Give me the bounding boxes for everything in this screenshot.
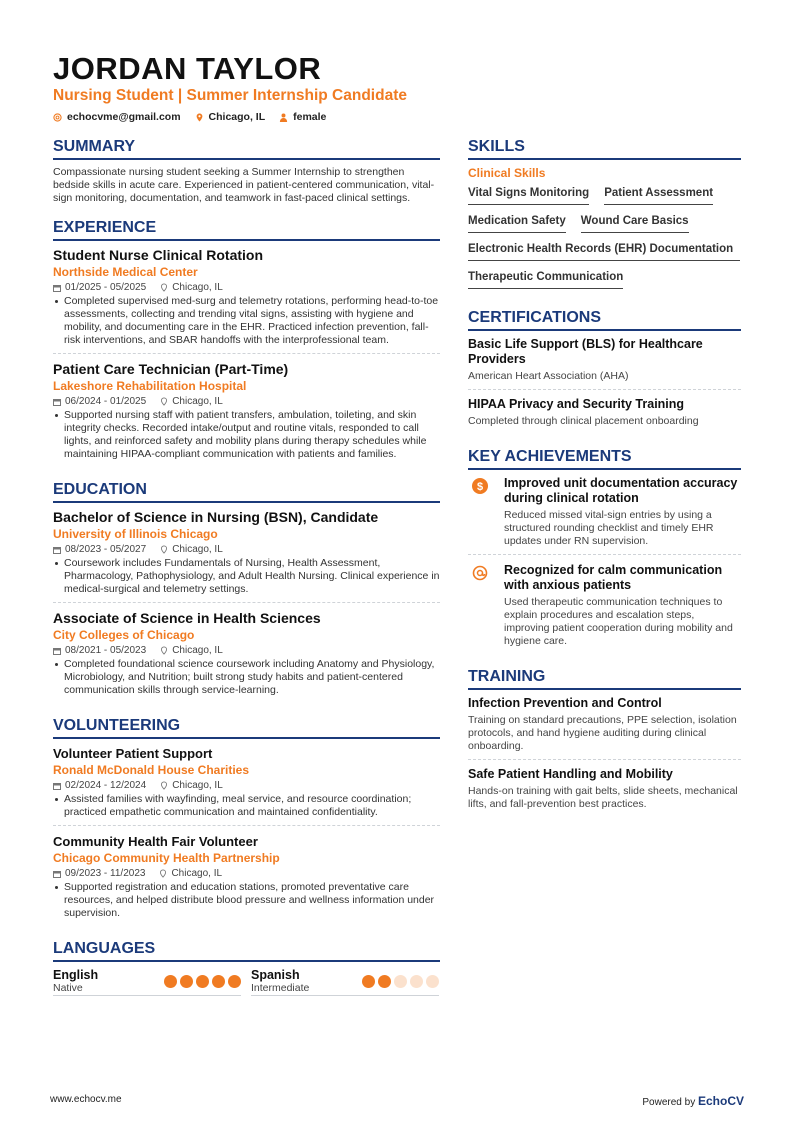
contact-row bbox=[53, 111, 753, 123]
experience-entry bbox=[53, 361, 440, 467]
section-title-achievements: KEY ACHIEVEMENTS bbox=[468, 448, 741, 470]
contact-email-text: echocvme@gmail.com bbox=[67, 111, 181, 123]
languages-section bbox=[53, 940, 440, 996]
entry-location: Chicago, IL bbox=[172, 780, 223, 791]
skill-item: Vital Signs Monitoring bbox=[468, 183, 589, 205]
certification-title: HIPAA Privacy and Security Training bbox=[468, 397, 685, 411]
certification-entry bbox=[468, 397, 741, 434]
entry-location: Chicago, IL bbox=[172, 282, 223, 293]
entry-organization: City Colleges of Chicago bbox=[53, 628, 195, 642]
contact-gender bbox=[279, 111, 326, 123]
volunteering-section bbox=[53, 717, 440, 926]
location-pin-icon bbox=[160, 545, 168, 554]
entry-dates: 08/2021 - 05/2023 bbox=[65, 645, 147, 656]
candidate-headline: Nursing Student | Summer Internship Candidate bbox=[53, 87, 407, 104]
entry-location: Chicago, IL bbox=[172, 544, 223, 555]
entry-title: Associate of Science in Health Sciences bbox=[53, 610, 321, 626]
certification-title: Basic Life Support (BLS) for Healthcare Providers bbox=[468, 337, 703, 366]
footer-brand[interactable]: EchoCV bbox=[697, 1094, 744, 1108]
section-title-certifications: CERTIFICATIONS bbox=[468, 309, 741, 331]
calendar-icon bbox=[53, 782, 61, 790]
entry-meta bbox=[53, 544, 440, 555]
calendar-icon bbox=[53, 284, 61, 292]
calendar-icon bbox=[53, 647, 61, 655]
location-pin-icon bbox=[160, 646, 168, 655]
language-name: English bbox=[53, 968, 99, 982]
rating-dot bbox=[164, 975, 177, 988]
skill-item: Medication Safety bbox=[468, 211, 566, 233]
right-column bbox=[468, 138, 741, 831]
entry-organization: Ronald McDonald House Charities bbox=[53, 763, 250, 777]
skill-item: Wound Care Basics bbox=[581, 211, 689, 233]
bullet-item: Assisted families with wayfinding, meal service, and resource coordination; practiced empathetic communication and maintained confidentiality. bbox=[64, 793, 440, 819]
location-pin-icon bbox=[160, 781, 168, 790]
skill-item: Patient Assessment bbox=[604, 183, 713, 205]
bullet-item: Coursework includes Fundamentals of Nursing, Health Assessment, Pharmacology, Pathophysiology, and Adult Health Nursing. Clinical experience in medical-surgical and telemetry settings. bbox=[64, 557, 440, 595]
rating-dot bbox=[228, 975, 241, 988]
bullet-item: Supported nursing staff with patient transfers, ambulation, toileting, and skin integrity checks. Recorded intake/output and routine vitals, responded to call lights, and reinforced safety and mobility plans during therapy schedules while maintaining HIPAA-compliant communication with patients and families. bbox=[64, 409, 440, 461]
entry-bullets bbox=[53, 793, 440, 819]
section-title-experience: EXPERIENCE bbox=[53, 219, 440, 241]
rating-dot bbox=[394, 975, 407, 988]
bullet-item: Completed supervised med-surg and telemetry rotations, performing head-to-toe assessments, collecting and trending vital signs, assisting with hygiene and mobility, and documenting care in the EHR. Practiced infection prevention, fall-risk interventions, and SBAR handoffs with the interprofessional team. bbox=[64, 295, 439, 346]
training-title: Safe Patient Handling and Mobility bbox=[468, 767, 673, 781]
entry-meta bbox=[53, 645, 440, 656]
rating-dot bbox=[180, 975, 193, 988]
calendar-icon bbox=[53, 546, 61, 554]
entry-dates: 06/2024 - 01/2025 bbox=[65, 396, 147, 407]
location-pin-icon bbox=[159, 869, 167, 878]
entry-dates: 09/2023 - 11/2023 bbox=[65, 868, 146, 879]
footer-site-link[interactable]: www.echocv.me bbox=[50, 1094, 122, 1105]
training-description: Hands-on training with gait belts, slide sheets, mechanical lifts, and fall-prevention best practices. bbox=[468, 785, 738, 810]
section-title-training: TRAINING bbox=[468, 668, 741, 690]
entry-organization: Lakeshore Rehabilitation Hospital bbox=[53, 379, 247, 393]
left-column bbox=[53, 138, 440, 1010]
skill-item: Therapeutic Communication bbox=[468, 267, 623, 289]
section-title-summary: SUMMARY bbox=[53, 138, 440, 160]
entry-title: Bachelor of Science in Nursing (BSN), Candidate bbox=[53, 509, 379, 525]
at-icon bbox=[472, 565, 488, 581]
dollar-icon bbox=[472, 478, 488, 494]
rating-dot bbox=[196, 975, 209, 988]
experience-entry bbox=[53, 247, 440, 354]
section-title-education: EDUCATION bbox=[53, 481, 440, 503]
languages-row bbox=[53, 968, 440, 996]
achievement-description: Reduced missed vital-sign entries by using a structured rounding checklist and timely EHR updates under RN supervision. bbox=[504, 509, 714, 547]
rating-dot bbox=[426, 975, 439, 988]
achievement-entry bbox=[468, 476, 741, 555]
entry-title: Student Nurse Clinical Rotation bbox=[53, 247, 264, 263]
contact-email[interactable] bbox=[53, 111, 181, 123]
entry-organization: Chicago Community Health Partnership bbox=[53, 851, 280, 865]
training-entry bbox=[468, 767, 741, 817]
entry-meta bbox=[53, 780, 440, 791]
contact-gender-text: female bbox=[293, 111, 327, 123]
language-rating bbox=[164, 968, 241, 994]
entry-dates: 02/2024 - 12/2024 bbox=[65, 780, 147, 791]
education-entry bbox=[53, 509, 440, 603]
entry-dates: 08/2023 - 05/2027 bbox=[65, 544, 147, 555]
contact-location bbox=[195, 111, 266, 123]
entry-dates: 01/2025 - 05/2025 bbox=[65, 282, 147, 293]
section-title-languages: LANGUAGES bbox=[53, 940, 440, 962]
entry-title: Patient Care Technician (Part-Time) bbox=[53, 361, 289, 377]
section-title-skills: SKILLS bbox=[468, 138, 741, 160]
entry-organization: Northside Medical Center bbox=[53, 265, 198, 279]
rating-dot bbox=[378, 975, 391, 988]
section-title-volunteering: VOLUNTEERING bbox=[53, 717, 440, 739]
at-icon bbox=[53, 113, 62, 122]
entry-bullets bbox=[53, 658, 440, 697]
entry-bullets bbox=[53, 557, 440, 596]
entry-meta bbox=[53, 868, 440, 879]
achievement-title: Improved unit documentation accuracy during clinical rotation bbox=[504, 476, 738, 505]
training-section bbox=[468, 668, 741, 817]
language-name: Spanish bbox=[251, 968, 300, 982]
entry-meta bbox=[53, 282, 440, 293]
rating-dot bbox=[410, 975, 423, 988]
language-rating bbox=[362, 968, 439, 994]
entry-meta bbox=[53, 396, 440, 407]
footer-powered bbox=[642, 1094, 744, 1108]
entry-location: Chicago, IL bbox=[172, 645, 223, 656]
person-icon bbox=[279, 113, 288, 122]
achievement-entry bbox=[468, 563, 741, 654]
volunteering-entry bbox=[53, 833, 440, 926]
entry-location: Chicago, IL bbox=[172, 396, 223, 407]
summary-section bbox=[53, 138, 440, 205]
candidate-name: JORDAN TAYLOR bbox=[53, 51, 322, 86]
training-description: Training on standard precautions, PPE selection, isolation protocols, and hand hygiene auditing during clinical onboarding. bbox=[468, 714, 737, 752]
location-pin-icon bbox=[195, 113, 204, 122]
calendar-icon bbox=[53, 870, 61, 878]
summary-text: Compassionate nursing student seeking a Summer Internship to strengthen bedside skills in acute care. Experienced in patient-centered communication, vital-sign monitoring, documentation, and teamwork in fast-paced clinical settings. bbox=[53, 166, 435, 204]
bullet-item: Supported registration and education stations, promoted preventative care resources, and helped distribute blood pressure and wellness information under supervision. bbox=[64, 881, 440, 920]
experience-section bbox=[53, 219, 440, 467]
entry-title: Volunteer Patient Support bbox=[53, 746, 213, 761]
training-title: Infection Prevention and Control bbox=[468, 696, 662, 710]
rating-dot bbox=[362, 975, 375, 988]
education-entry bbox=[53, 610, 440, 703]
certification-issuer: American Heart Association (AHA) bbox=[468, 370, 629, 382]
skills-list bbox=[468, 183, 741, 295]
entry-bullets bbox=[53, 295, 440, 347]
calendar-icon bbox=[53, 398, 61, 406]
training-entry bbox=[468, 696, 741, 760]
volunteering-entry bbox=[53, 745, 440, 826]
achievement-title: Recognized for calm communication with anxious patients bbox=[504, 563, 723, 592]
entry-title: Community Health Fair Volunteer bbox=[53, 834, 258, 849]
rating-dot bbox=[212, 975, 225, 988]
language-level: Native bbox=[53, 982, 83, 994]
language-level: Intermediate bbox=[251, 982, 310, 994]
entry-bullets bbox=[53, 409, 440, 461]
achievements-section bbox=[468, 448, 741, 654]
certification-entry bbox=[468, 337, 741, 390]
language-item bbox=[53, 968, 241, 996]
location-pin-icon bbox=[160, 283, 168, 292]
skills-section bbox=[468, 138, 741, 295]
entry-bullets bbox=[53, 881, 440, 920]
entry-location: Chicago, IL bbox=[171, 868, 223, 879]
page-footer bbox=[50, 1094, 744, 1108]
svg-text:$: $ bbox=[476, 481, 484, 493]
language-item bbox=[251, 968, 439, 996]
contact-location-text: Chicago, IL bbox=[208, 111, 266, 123]
certification-issuer: Completed through clinical placement onboarding bbox=[468, 415, 699, 427]
bullet-item: Completed foundational science coursework including Anatomy and Physiology, Microbiology, and Nutrition; built strong study habits and patient-centered communication skills through service-learning. bbox=[64, 658, 440, 697]
certifications-section bbox=[468, 309, 741, 434]
resume-header bbox=[53, 52, 753, 123]
location-pin-icon bbox=[160, 397, 168, 406]
footer-powered-label: Powered by bbox=[642, 1097, 696, 1108]
achievement-description: Used therapeutic communication techniques to explain procedures and escalation steps, improving patient cooperation during mobility and hygiene care. bbox=[504, 596, 733, 647]
skills-subtitle: Clinical Skills bbox=[468, 166, 546, 180]
entry-organization: University of Illinois Chicago bbox=[53, 527, 218, 541]
skill-item: Electronic Health Records (EHR) Documentation bbox=[468, 239, 740, 261]
education-section bbox=[53, 481, 440, 703]
